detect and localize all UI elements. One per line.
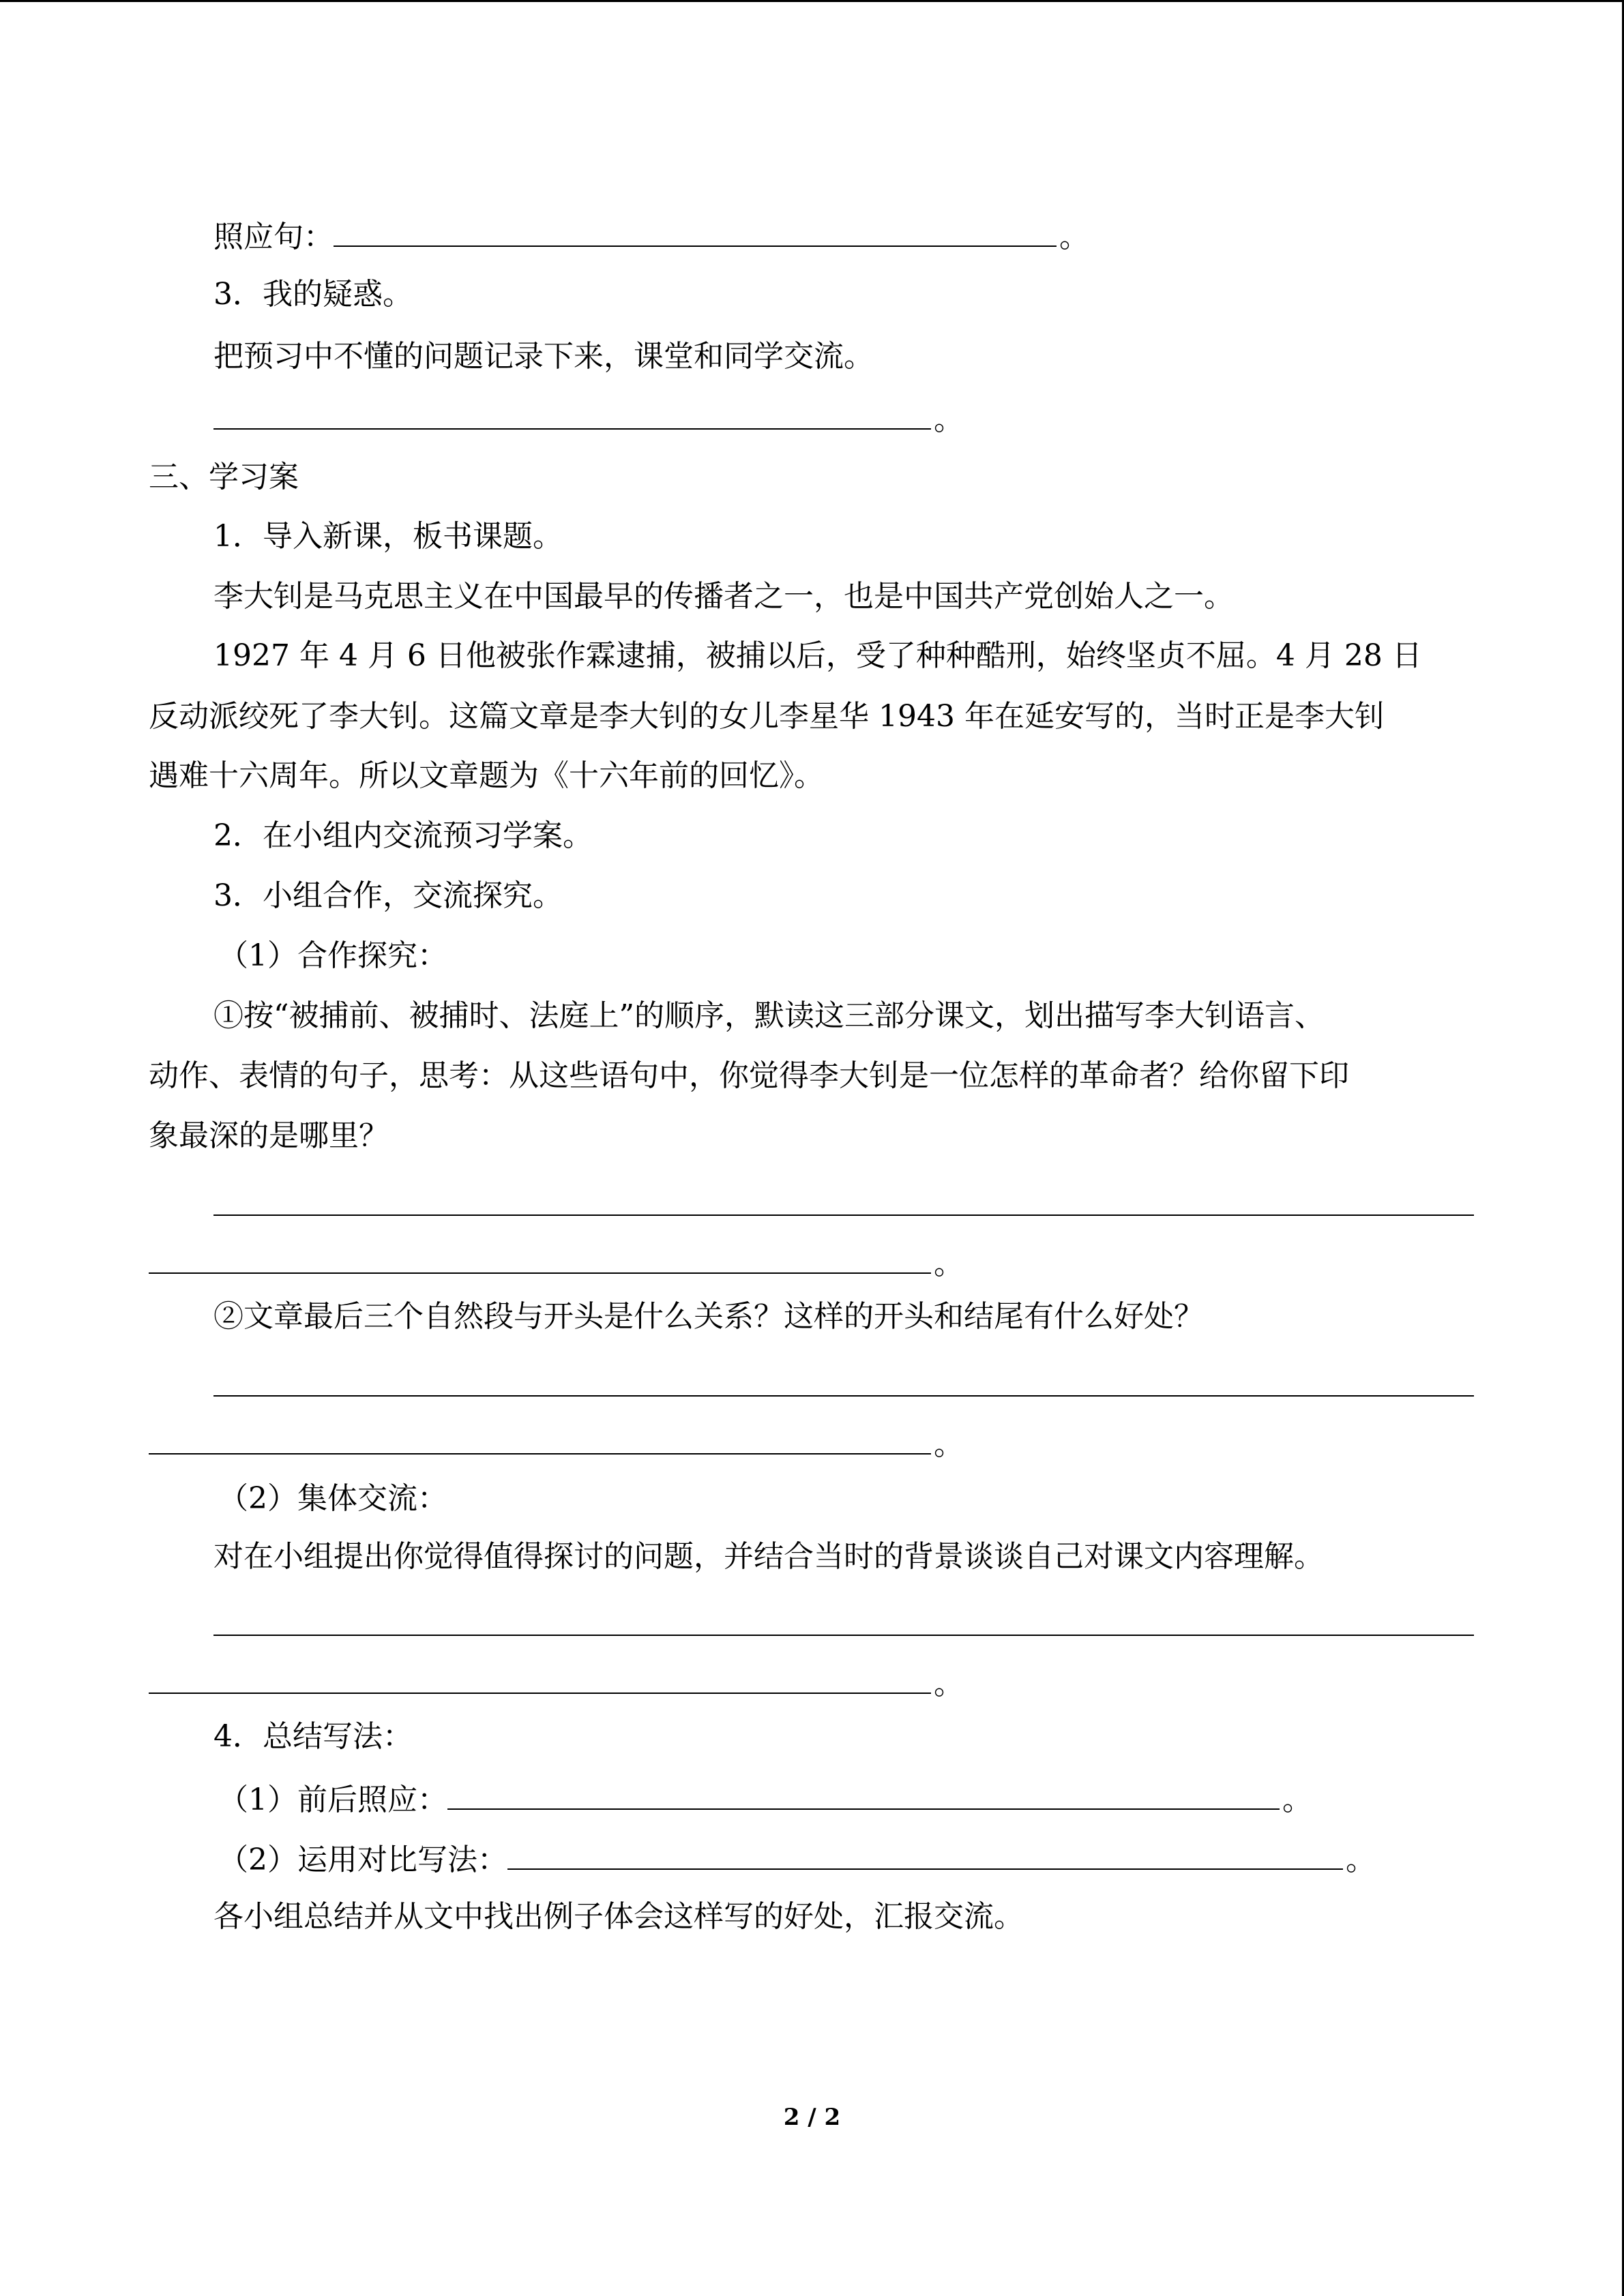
doubts-answer-line: [213, 398, 964, 439]
echo-sentence-label: 照应句：: [213, 220, 334, 254]
sub-item-2-heading: （2）集体交流：: [218, 1481, 447, 1516]
period: 。: [934, 1667, 964, 1701]
answer-line[interactable]: [213, 1395, 1474, 1397]
answer-line[interactable]: [213, 1635, 1474, 1636]
paragraph-line: 遇难十六周年。所以文章题为《十六年前的回忆》。: [149, 758, 824, 793]
summary-contrast-blank[interactable]: [507, 1838, 1343, 1870]
paragraph-line: 1927 年 4 月 6 日他被张作霖逮捕，被捕以后，受了种种酷刑，始终坚贞不屈。4 月 28 日: [213, 638, 1422, 673]
echo-sentence-line: [213, 215, 1089, 256]
item-1-intro: 1．导入新课，板书课题。: [213, 519, 563, 554]
group-discussion-instruction: 对在小组提出你觉得值得探讨的问题，并结合当时的背景谈谈自己对课文内容理解。: [213, 1539, 1324, 1574]
question-1-line: 象最深的是哪里？: [149, 1118, 389, 1153]
sub-item-1-heading: （1）合作探究：: [218, 938, 447, 973]
question-2-line: ②文章最后三个自然段与开头是什么关系？这样的开头和结尾有什么好处？: [213, 1299, 1204, 1334]
doubts-instruction: 把预习中不懂的问题记录下来，课堂和同学交流。: [213, 339, 874, 374]
doubts-answer-blank[interactable]: [213, 398, 931, 430]
period: 。: [1282, 1783, 1312, 1817]
summary-echo-label: （1）前后照应：: [218, 1783, 447, 1817]
period: 。: [1059, 220, 1089, 254]
period: 。: [934, 1247, 964, 1281]
summary-echo-line: [218, 1778, 1312, 1819]
period: 。: [934, 1427, 964, 1462]
answer-blank[interactable]: [149, 1242, 931, 1274]
item-3-cooperation: 3．小组合作，交流探究。: [213, 878, 563, 913]
answer-line-end: [149, 1242, 964, 1283]
summary-echo-blank[interactable]: [447, 1778, 1280, 1810]
page-top-border: [0, 0, 1624, 2]
section-3-heading: 三、学习案: [149, 460, 299, 494]
period: 。: [1346, 1843, 1376, 1877]
answer-line[interactable]: [213, 1214, 1474, 1216]
answer-blank[interactable]: [149, 1423, 931, 1455]
answer-line-end: [149, 1663, 964, 1703]
summary-contrast-label: （2）运用对比写法：: [218, 1843, 507, 1877]
echo-sentence-blank[interactable]: [334, 215, 1057, 247]
paragraph-line: 反动派绞死了李大钊。这篇文章是李大钊的女儿李星华 1943 年在延安写的，当时正是李大钊: [149, 699, 1385, 734]
answer-line-end: [149, 1423, 964, 1464]
period: 。: [934, 402, 964, 437]
item-4-summary: 4．总结写法：: [213, 1719, 413, 1754]
item-3-my-doubts: 3．我的疑惑。: [213, 277, 413, 312]
question-1-line: ①按“被捕前、被捕时、法庭上”的顺序，默读这三部分课文，划出描写李大钊语言、: [213, 998, 1325, 1033]
question-1-line: 动作、表情的句子，思考：从这些语句中，你觉得李大钊是一位怎样的革命者？给你留下印: [149, 1058, 1349, 1093]
item-2-exchange: 2．在小组内交流预习学案。: [213, 818, 593, 853]
summary-instruction: 各小组总结并从文中找出例子体会这样写的好处，汇报交流。: [213, 1899, 1024, 1934]
summary-contrast-line: [218, 1838, 1376, 1879]
paragraph-line: 李大钊是马克思主义在中国最早的传播者之一，也是中国共产党创始人之一。: [213, 579, 1234, 614]
answer-blank[interactable]: [149, 1663, 931, 1694]
page-number: 2 / 2: [783, 2104, 841, 2131]
